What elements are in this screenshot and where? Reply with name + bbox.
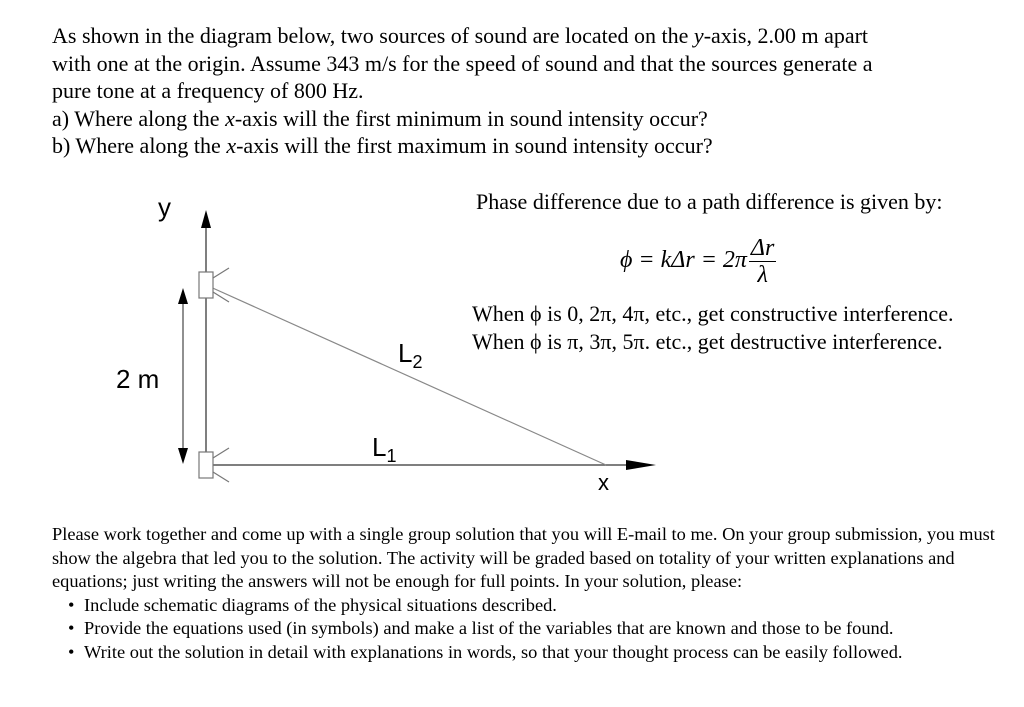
phase-formula: ϕ = kΔr = 2π $\frac{\Delta r}{\lambda}$ — [620, 235, 775, 288]
dimension-arrow-bottom — [178, 448, 188, 464]
l1-label: $L_1$ — [372, 432, 397, 467]
problem-line-2: with one at the origin. Assume 343 m/s for the speed of sound and that the sources generate a — [52, 50, 873, 76]
list-item: • Write out the solution in detail with explanations in words, so that your thought process can be easily followed. — [68, 641, 1002, 665]
distance-label: 2 m — [116, 364, 160, 394]
upper-speaker-icon — [199, 268, 229, 302]
phase-heading: Phase difference due to a path difference is given by: — [476, 189, 943, 214]
l2-label: $L_2$ — [398, 338, 423, 373]
dimension-arrow-top — [178, 288, 188, 304]
list-item: • Provide the equations used (in symbols) and make a list of the variables that are known and those to be found. — [68, 617, 1002, 641]
x-axis-label: x — [598, 470, 609, 495]
constructive-condition: When ϕ is 0, 2π, 4π, etc., get constructive interference. — [472, 301, 954, 326]
instructions-paragraph: Please work together and come up with a single group solution that you will E-mail to me. On your group submission, you must show the algebra that led you to the solution. The activity will be graded based on totality of your written explanations and equations; just writing the answers will not be enough for full points. In your solution, please: — [52, 524, 995, 591]
instructions-list — [52, 594, 1002, 665]
x-axis-arrow — [626, 460, 656, 470]
interference-conditions — [472, 300, 954, 356]
bullet-icon: • — [68, 641, 75, 662]
bullet-icon: • — [68, 618, 75, 638]
formula-fraction: $\frac{\Delta r}{\lambda}$ — [750, 235, 775, 288]
y-axis-arrow — [201, 210, 211, 228]
list-item: • Include schematic diagrams of the physical situations described. — [68, 594, 1002, 618]
instructions — [52, 523, 1002, 664]
bullet-icon: • — [68, 594, 75, 615]
y-axis-label: y — [158, 192, 171, 222]
problem-line-3: pure tone at a frequency of 800 Hz. — [52, 78, 364, 103]
problem-statement — [52, 22, 1002, 160]
question-b: b) Where along the x-axis will the first maximum in sound intensity occur? — [52, 133, 713, 158]
question-a: a) Where along the x-axis will the first minimum in sound intensity occur? — [52, 105, 708, 131]
problem-line-1: As shown in the diagram below, two sources of sound are located on the y-axis, 2.00 m apart — [52, 23, 869, 48]
destructive-condition: When ϕ is π, 3π, 5π. etc., get destructive interference. — [472, 329, 943, 354]
